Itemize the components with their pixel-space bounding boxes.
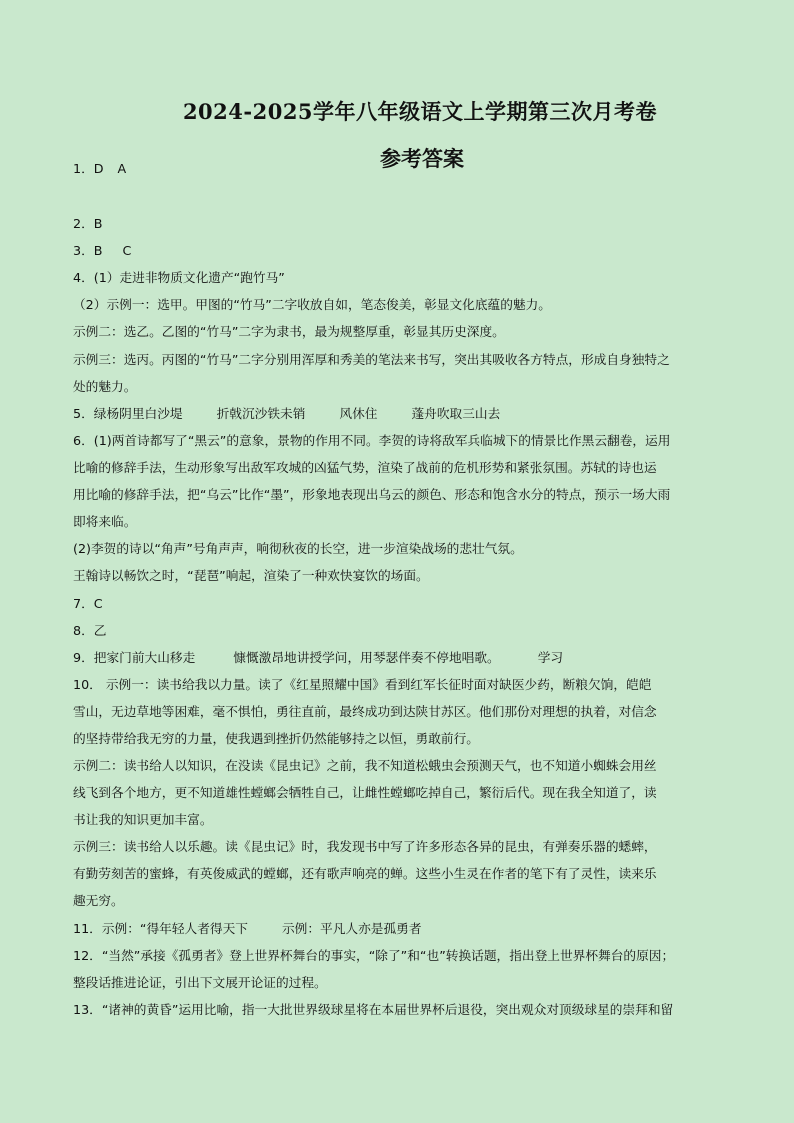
answer-line: 5．绿杨阴里白沙堤 折戟沉沙铁未销 风休住 蓬舟吹取三山去 xyxy=(73,406,501,421)
answer-line: （2）示例一：选甲。甲图的“竹马”二字收放自如，笔态俊美，彰显文化底蕴的魅力。 xyxy=(73,297,551,312)
answer-line: 示例三：选丙。丙图的“竹马”二字分别用浑厚和秀美的笔法来书写，突出其吸收各方特点，形成自身独特之 xyxy=(73,352,670,367)
answer-line: 示例二：读书给人以知识，在没读《昆虫记》之前，我不知道松蛾虫会预测天气，也不知道小蜘蛛会用丝 xyxy=(73,758,657,773)
answer-line: 11．示例：“得年轻人者得天下 示例：平凡人亦是孤勇者 xyxy=(73,921,422,936)
answer-line: 示例三：读书给人以乐趣。读《昆虫记》时，我发现书中写了许多形态各异的昆虫，有弹奏乐器的蟋蟀， xyxy=(73,839,657,854)
answer-line: 的坚持带给我无穷的力量，使我遇到挫折仍然能够持之以恒，勇敢前行。 xyxy=(73,731,479,746)
answer-line: 书让我的知识更加丰富。 xyxy=(73,812,213,827)
answer-line: 7．C xyxy=(73,596,103,611)
answer-line: 8．乙 xyxy=(73,623,107,638)
answer-line: 13．“诸神的黄昏”运用比喻，指一大批世界级球星将在本届世界杯后退役，突出观众对顶级球星的崇拜和留 xyxy=(73,1002,674,1017)
answer-line: 王翰诗以畅饮之时，“琵琶”响起，渲染了一种欢快宴饮的场面。 xyxy=(73,568,429,583)
answer-line: 12．“当然”承接《孤勇者》登上世界杯舞台的事实，“除了”和“也”转换话题，指出登上世界杯舞台的原因； xyxy=(73,948,675,963)
answer-line: 处的魅力。 xyxy=(73,379,137,394)
answer-line: (2)李贺的诗以“角声”号角声声，响彻秋夜的长空，进一步渲染战场的悲壮气氛。 xyxy=(73,541,523,556)
answer-line: 线飞到各个地方，更不知道雄性螳螂会牺牲自己，让雌性螳螂吃掉自己，繁衍后代。现在我全知道了，读 xyxy=(73,785,657,800)
answer-line: 1．D A xyxy=(73,161,127,176)
answer-line: 6．(1)两首诗都写了“黑云”的意象，景物的作用不同。李贺的诗将敌军兵临城下的情景比作黑云翻卷，运用 xyxy=(73,433,671,448)
answer-line: 用比喻的修辞手法，把“乌云”比作“墨”，形象地表现出乌云的颜色、形态和饱含水分的特点，预示一场大雨 xyxy=(73,487,671,502)
answer-line: 即将来临。 xyxy=(73,514,137,529)
page-subtitle: 参考答案 xyxy=(380,146,464,171)
answer-line: 10． 示例一：读书给我以力量。读了《红星照耀中国》看到红军长征时面对缺医少药，断粮欠饷，皑皑 xyxy=(73,677,652,692)
answer-line: 2．B xyxy=(73,216,103,231)
answer-line: 整段话推进论证，引出下文展开论证的过程。 xyxy=(73,975,327,990)
answer-line: 比喻的修辞手法，生动形象写出敌军攻城的凶猛气势，渲染了战前的危机形势和紧张氛围。苏轼的诗也运 xyxy=(73,460,657,475)
answer-line: 9．把家门前大山移走 慷慨激昂地讲授学问，用琴瑟伴奏不停地唱歌。 学习 xyxy=(73,650,564,665)
answer-line: 雪山，无边草地等困难，毫不惧怕，勇往直前，最终成功到达陕甘苏区。他们那份对理想的执着，对信念 xyxy=(73,704,657,719)
answer-line: 有勤劳刻苦的蜜蜂，有英俊威武的螳螂，还有歌声响亮的蝉。这些小生灵在作者的笔下有了灵性，读来乐 xyxy=(73,866,657,881)
answer-line: 趣无穷。 xyxy=(73,893,124,908)
answer-line: 3．B C xyxy=(73,243,132,258)
answer-line: 示例二：选乙。乙图的“竹马”二字为隶书，最为规整厚重，彰显其历史深度。 xyxy=(73,324,505,339)
page-title: 2024-2025学年八年级语文上学期第三次月考卷 xyxy=(182,99,658,124)
answer-line: 4．(1）走进非物质文化遗产“跑竹马” xyxy=(73,270,285,285)
